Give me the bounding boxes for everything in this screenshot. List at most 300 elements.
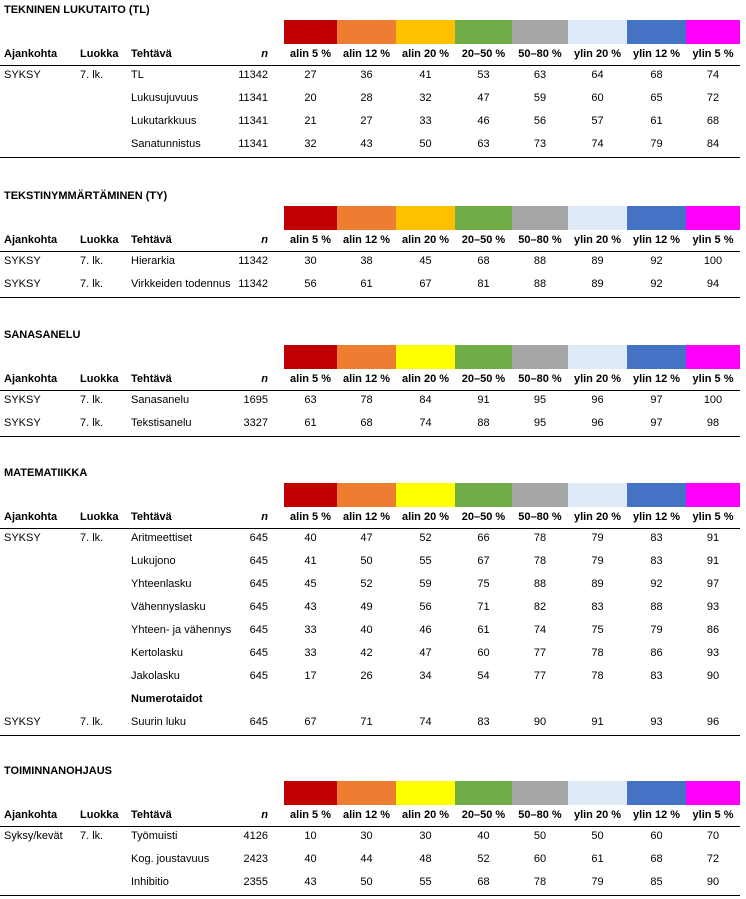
cell-n: 11341 (238, 92, 268, 104)
percentile-color-swatch (568, 20, 627, 44)
percentile-color-swatch (512, 345, 568, 369)
header-band: ylin 5 % (692, 373, 734, 385)
cell-value: 70 (706, 830, 720, 842)
header-band: ylin 12 % (632, 511, 681, 523)
cell-value: 61 (477, 624, 490, 636)
cell-tehtava: Inhibitio (131, 876, 169, 888)
cell-value: 68 (360, 417, 373, 429)
cell-value: 95 (533, 417, 547, 429)
cell-value: 74 (419, 417, 432, 429)
cell-value: 27 (304, 69, 317, 81)
header-ajankohta: Ajankohta (4, 511, 58, 523)
percentile-color-swatch (284, 781, 337, 805)
table-row (0, 532, 740, 555)
header-band: 20–50 % (461, 48, 506, 60)
header-band: 50–80 % (518, 48, 562, 60)
cell-value: 100 (703, 255, 723, 267)
cell-value: 74 (533, 624, 547, 636)
header-band: ylin 5 % (692, 809, 734, 821)
percentile-color-swatch (396, 781, 455, 805)
cell-n: 2423 (243, 853, 268, 865)
header-band: 50–80 % (518, 511, 562, 523)
cell-value: 30 (304, 255, 317, 267)
cell-value: 90 (706, 876, 720, 888)
percentile-color-swatch (455, 345, 512, 369)
cell-tehtava: Lukujono (131, 555, 176, 567)
cell-value: 93 (650, 716, 663, 728)
cell-value: 40 (360, 624, 373, 636)
cell-value: 75 (591, 624, 604, 636)
percentile-color-swatch (337, 781, 396, 805)
cell-value: 92 (650, 255, 663, 267)
cell-value: 91 (706, 532, 720, 544)
cell-value: 47 (419, 647, 432, 659)
cell-value: 85 (650, 876, 663, 888)
header-band: alin 12 % (342, 234, 391, 246)
cell-value: 72 (706, 92, 720, 104)
header-band: alin 12 % (342, 373, 391, 385)
header-luokka: Luokka (80, 511, 119, 523)
header-band: alin 5 % (290, 511, 331, 523)
cell-ajankohta: Syksy/kevät (4, 830, 63, 842)
cell-value: 81 (477, 278, 490, 290)
cell-value: 71 (477, 601, 490, 613)
footer-rule (0, 297, 740, 298)
cell-value: 55 (419, 876, 432, 888)
percentile-color-swatch (455, 20, 512, 44)
cell-value: 30 (360, 830, 373, 842)
cell-value: 50 (591, 830, 604, 842)
cell-value: 89 (591, 578, 604, 590)
cell-ajankohta: SYKSY (4, 69, 41, 81)
cell-n: 645 (249, 601, 268, 613)
cell-value: 83 (591, 601, 604, 613)
header-tehtava: Tehtävä (131, 373, 172, 385)
cell-value: 56 (419, 601, 432, 613)
percentile-color-swatch (455, 206, 512, 230)
cell-value: 41 (304, 555, 317, 567)
cell-tehtava: Virkkeiden todennus (131, 278, 231, 290)
cell-tehtava: Lukusujuvuus (131, 92, 199, 104)
cell-value: 68 (650, 69, 663, 81)
section-title: TEKSTINYMMÄRTÄMINEN (TY) (4, 190, 168, 202)
header-band: ylin 20 % (573, 809, 622, 821)
cell-value: 42 (360, 647, 373, 659)
cell-value: 67 (419, 278, 432, 290)
cell-value: 57 (591, 115, 604, 127)
percentile-color-swatch (512, 206, 568, 230)
cell-value: 33 (304, 624, 317, 636)
cell-value: 78 (591, 670, 604, 682)
cell-value: 91 (591, 716, 604, 728)
cell-value: 68 (706, 115, 720, 127)
cell-tehtava: Yhteenlasku (131, 578, 192, 590)
cell-value: 78 (533, 876, 547, 888)
header-band: 50–80 % (518, 373, 562, 385)
cell-value: 90 (706, 670, 720, 682)
percentile-color-swatch (337, 20, 396, 44)
cell-value: 97 (706, 578, 720, 590)
cell-tehtava: Yhteen- ja vähennys (131, 624, 232, 636)
percentile-color-swatch (337, 483, 396, 507)
cell-value: 53 (477, 69, 490, 81)
percentile-color-swatch (686, 20, 740, 44)
percentile-color-swatch (686, 483, 740, 507)
cell-value: 95 (533, 394, 547, 406)
cell-value: 78 (533, 532, 547, 544)
header-luokka: Luokka (80, 809, 119, 821)
cell-value: 67 (304, 716, 317, 728)
header-luokka: Luokka (80, 373, 119, 385)
header-band: alin 12 % (342, 511, 391, 523)
header-band: alin 12 % (342, 48, 391, 60)
cell-n: 2355 (243, 876, 268, 888)
cell-value: 68 (477, 876, 490, 888)
percentile-color-swatch (686, 781, 740, 805)
cell-n: 11341 (238, 115, 268, 127)
table-row (0, 601, 740, 624)
header-tehtava: Tehtävä (131, 48, 172, 60)
section-title: MATEMATIIKKA (4, 467, 88, 479)
cell-value: 56 (533, 115, 547, 127)
section-title: TOIMINNANOHJAUS (4, 765, 112, 777)
header-band: ylin 20 % (573, 234, 622, 246)
cell-value: 96 (591, 417, 604, 429)
cell-value: 45 (419, 255, 432, 267)
cell-value: 21 (304, 115, 317, 127)
cell-value: 78 (591, 647, 604, 659)
section-title: TEKNINEN LUKUTAITO (TL) (4, 4, 150, 16)
cell-value: 61 (304, 417, 317, 429)
percentile-color-swatch (512, 483, 568, 507)
cell-value: 26 (360, 670, 373, 682)
cell-value: 46 (477, 115, 490, 127)
header-luokka: Luokka (80, 234, 119, 246)
cell-value: 88 (533, 255, 547, 267)
header-band: alin 5 % (290, 809, 331, 821)
cell-value: 74 (706, 69, 720, 81)
cell-value: 78 (360, 394, 373, 406)
cell-value: 30 (419, 830, 432, 842)
table-section (0, 327, 746, 433)
table-section (0, 188, 746, 294)
cell-tehtava: Kog. joustavuus (131, 853, 210, 865)
cell-value: 68 (650, 853, 663, 865)
cell-value: 63 (477, 138, 490, 150)
cell-value: 88 (477, 417, 490, 429)
cell-value: 59 (419, 578, 432, 590)
cell-value: 34 (419, 670, 432, 682)
cell-value: 43 (304, 601, 317, 613)
header-band: 20–50 % (461, 511, 506, 523)
cell-tehtava: Kertolasku (131, 647, 183, 659)
header-band: ylin 12 % (632, 48, 681, 60)
percentile-color-swatch (568, 483, 627, 507)
cell-value: 40 (304, 532, 317, 544)
cell-value: 54 (477, 670, 490, 682)
cell-ajankohta: SYKSY (4, 716, 41, 728)
cell-value: 90 (533, 716, 547, 728)
header-band: 20–50 % (461, 809, 506, 821)
cell-value: 20 (304, 92, 317, 104)
header-band: ylin 20 % (573, 48, 622, 60)
header-band: ylin 20 % (573, 511, 622, 523)
cell-value: 79 (650, 138, 663, 150)
cell-tehtava: Työmuisti (131, 830, 178, 842)
cell-value: 43 (360, 138, 373, 150)
cell-n: 645 (249, 624, 268, 636)
cell-value: 83 (477, 716, 490, 728)
footer-rule (0, 895, 740, 896)
cell-tehtava: Hierarkia (131, 255, 176, 267)
header-band: alin 20 % (401, 48, 450, 60)
table-row (0, 578, 740, 601)
header-n: n (261, 234, 268, 246)
cell-n: 645 (249, 716, 268, 728)
table-row (0, 830, 740, 853)
cell-value: 82 (533, 601, 547, 613)
header-luokka: Luokka (80, 48, 119, 60)
cell-luokka: 7. lk. (80, 278, 104, 290)
header-band: ylin 12 % (632, 373, 681, 385)
header-rule (0, 826, 740, 827)
cell-n: 3327 (243, 417, 268, 429)
header-band: alin 20 % (401, 373, 450, 385)
header-ajankohta: Ajankohta (4, 809, 58, 821)
percentile-color-swatch (284, 206, 337, 230)
cell-value: 59 (533, 92, 547, 104)
cell-value: 49 (360, 601, 373, 613)
percentile-color-swatch (396, 483, 455, 507)
header-n: n (261, 373, 268, 385)
percentile-color-swatch (455, 781, 512, 805)
header-band: ylin 12 % (632, 809, 681, 821)
cell-tehtava: Aritmeettiset (131, 532, 193, 544)
cell-n: 645 (249, 670, 268, 682)
percentile-color-swatch (337, 345, 396, 369)
cell-value: 83 (650, 555, 663, 567)
table-section (0, 2, 746, 154)
cell-value: 66 (477, 532, 490, 544)
cell-value: 52 (477, 853, 490, 865)
footer-rule (0, 157, 740, 158)
header-tehtava: Tehtävä (131, 234, 172, 246)
cell-value: 83 (650, 532, 663, 544)
header-band: ylin 12 % (632, 234, 681, 246)
header-band: alin 5 % (290, 373, 331, 385)
cell-n: 11342 (238, 69, 268, 81)
cell-value: 41 (419, 69, 432, 81)
header-ajankohta: Ajankohta (4, 234, 58, 246)
cell-value: 48 (419, 853, 432, 865)
percentile-color-swatch (512, 20, 568, 44)
table-row (0, 647, 740, 670)
cell-n: 645 (249, 647, 268, 659)
cell-value: 71 (360, 716, 373, 728)
cell-value: 88 (650, 601, 663, 613)
cell-value: 74 (591, 138, 604, 150)
cell-luokka: 7. lk. (80, 417, 104, 429)
cell-value: 77 (533, 647, 547, 659)
cell-value: 94 (706, 278, 720, 290)
percentile-color-swatch (284, 20, 337, 44)
cell-value: 73 (533, 138, 547, 150)
header-tehtava: Tehtävä (131, 809, 172, 821)
cell-tehtava: Lukutarkkuus (131, 115, 197, 127)
percentile-color-swatch (627, 206, 686, 230)
header-band: 20–50 % (461, 373, 506, 385)
cell-value: 33 (304, 647, 317, 659)
percentile-color-swatch (568, 781, 627, 805)
cell-value: 50 (419, 138, 432, 150)
cell-n: 645 (249, 532, 268, 544)
cell-tehtava: Jakolasku (131, 670, 180, 682)
cell-value: 65 (650, 92, 663, 104)
cell-value: 63 (304, 394, 317, 406)
cell-n: 11342 (238, 278, 268, 290)
cell-value: 78 (533, 555, 547, 567)
table-row (0, 853, 740, 876)
table-row (0, 92, 740, 115)
cell-value: 64 (591, 69, 604, 81)
header-rule (0, 528, 740, 529)
cell-n: 4126 (243, 830, 268, 842)
header-band: alin 20 % (401, 234, 450, 246)
cell-value: 84 (419, 394, 432, 406)
cell-value: 61 (650, 115, 663, 127)
cell-value: 92 (650, 278, 663, 290)
header-band: ylin 20 % (573, 373, 622, 385)
cell-ajankohta: SYKSY (4, 255, 41, 267)
table-row (0, 69, 740, 92)
cell-value: 86 (650, 647, 663, 659)
cell-value: 32 (304, 138, 317, 150)
table-row (0, 624, 740, 647)
cell-value: 40 (477, 830, 490, 842)
cell-value: 55 (419, 555, 432, 567)
header-band: alin 12 % (342, 809, 391, 821)
cell-value: 50 (360, 555, 373, 567)
percentile-color-swatch (627, 483, 686, 507)
percentile-color-swatch (627, 781, 686, 805)
header-ajankohta: Ajankohta (4, 373, 58, 385)
header-n: n (261, 809, 268, 821)
cell-value: 96 (591, 394, 604, 406)
cell-luokka: 7. lk. (80, 255, 104, 267)
header-band: alin 5 % (290, 48, 331, 60)
cell-value: 43 (304, 876, 317, 888)
percentile-color-swatch (337, 206, 396, 230)
header-n: n (261, 511, 268, 523)
cell-value: 36 (360, 69, 373, 81)
table-row (0, 115, 740, 138)
cell-value: 60 (477, 647, 490, 659)
cell-luokka: 7. lk. (80, 394, 104, 406)
cell-value: 100 (703, 394, 723, 406)
cell-value: 56 (304, 278, 317, 290)
cell-tehtava: Vähennyslasku (131, 601, 206, 613)
header-band: alin 20 % (401, 511, 450, 523)
header-band: alin 5 % (290, 234, 331, 246)
cell-luokka: 7. lk. (80, 716, 104, 728)
header-band: alin 20 % (401, 809, 450, 821)
cell-value: 61 (591, 853, 604, 865)
percentile-color-swatch (284, 483, 337, 507)
cell-value: 96 (706, 716, 720, 728)
cell-value: 47 (477, 92, 490, 104)
cell-value: 60 (650, 830, 663, 842)
section-title: SANASANELU (4, 329, 81, 341)
header-band: ylin 5 % (692, 48, 734, 60)
cell-ajankohta: SYKSY (4, 532, 41, 544)
cell-n: 645 (249, 578, 268, 590)
cell-value: 50 (360, 876, 373, 888)
cell-value: 50 (533, 830, 547, 842)
percentile-color-swatch (568, 206, 627, 230)
cell-ajankohta: SYKSY (4, 278, 41, 290)
cell-value: 86 (706, 624, 720, 636)
cell-luokka: 7. lk. (80, 532, 104, 544)
percentile-color-swatch (627, 20, 686, 44)
header-tehtava: Tehtävä (131, 511, 172, 523)
cell-tehtava: TL (131, 69, 144, 81)
cell-value: 91 (477, 394, 490, 406)
header-band: ylin 5 % (692, 511, 734, 523)
header-n: n (261, 48, 268, 60)
header-ajankohta: Ajankohta (4, 48, 58, 60)
table-row (0, 670, 740, 693)
cell-value: 28 (360, 92, 373, 104)
cell-tehtava: Tekstisanelu (131, 417, 192, 429)
percentile-color-swatch (568, 345, 627, 369)
cell-value: 92 (650, 578, 663, 590)
cell-value: 61 (360, 278, 373, 290)
cell-value: 97 (650, 417, 663, 429)
cell-value: 10 (304, 830, 317, 842)
header-rule (0, 251, 740, 252)
cell-value: 74 (419, 716, 432, 728)
cell-tehtava: Suurin luku (131, 716, 187, 728)
percentile-color-swatch (284, 345, 337, 369)
cell-value: 38 (360, 255, 373, 267)
cell-value: 98 (706, 417, 720, 429)
percentile-color-swatch (686, 345, 740, 369)
cell-value: 89 (591, 255, 604, 267)
cell-value: 89 (591, 278, 604, 290)
table-section (0, 763, 746, 892)
cell-value: 63 (533, 69, 547, 81)
cell-value: 60 (533, 853, 547, 865)
cell-value: 45 (304, 578, 317, 590)
cell-n: 645 (249, 555, 268, 567)
cell-value: 17 (304, 670, 317, 682)
cell-value: 79 (591, 555, 604, 567)
percentile-color-swatch (627, 345, 686, 369)
cell-tehtava: Sanatunnistus (131, 138, 201, 150)
table-row (0, 255, 740, 278)
cell-ajankohta: SYKSY (4, 417, 41, 429)
cell-value: 52 (419, 532, 432, 544)
header-band: 50–80 % (518, 809, 562, 821)
cell-value: 77 (533, 670, 547, 682)
cell-n: 11342 (238, 255, 268, 267)
cell-n: 1695 (243, 394, 268, 406)
table-row (0, 693, 740, 716)
table-row (0, 394, 740, 417)
cell-value: 40 (304, 853, 317, 865)
cell-value: 79 (650, 624, 663, 636)
cell-value: 91 (706, 555, 720, 567)
